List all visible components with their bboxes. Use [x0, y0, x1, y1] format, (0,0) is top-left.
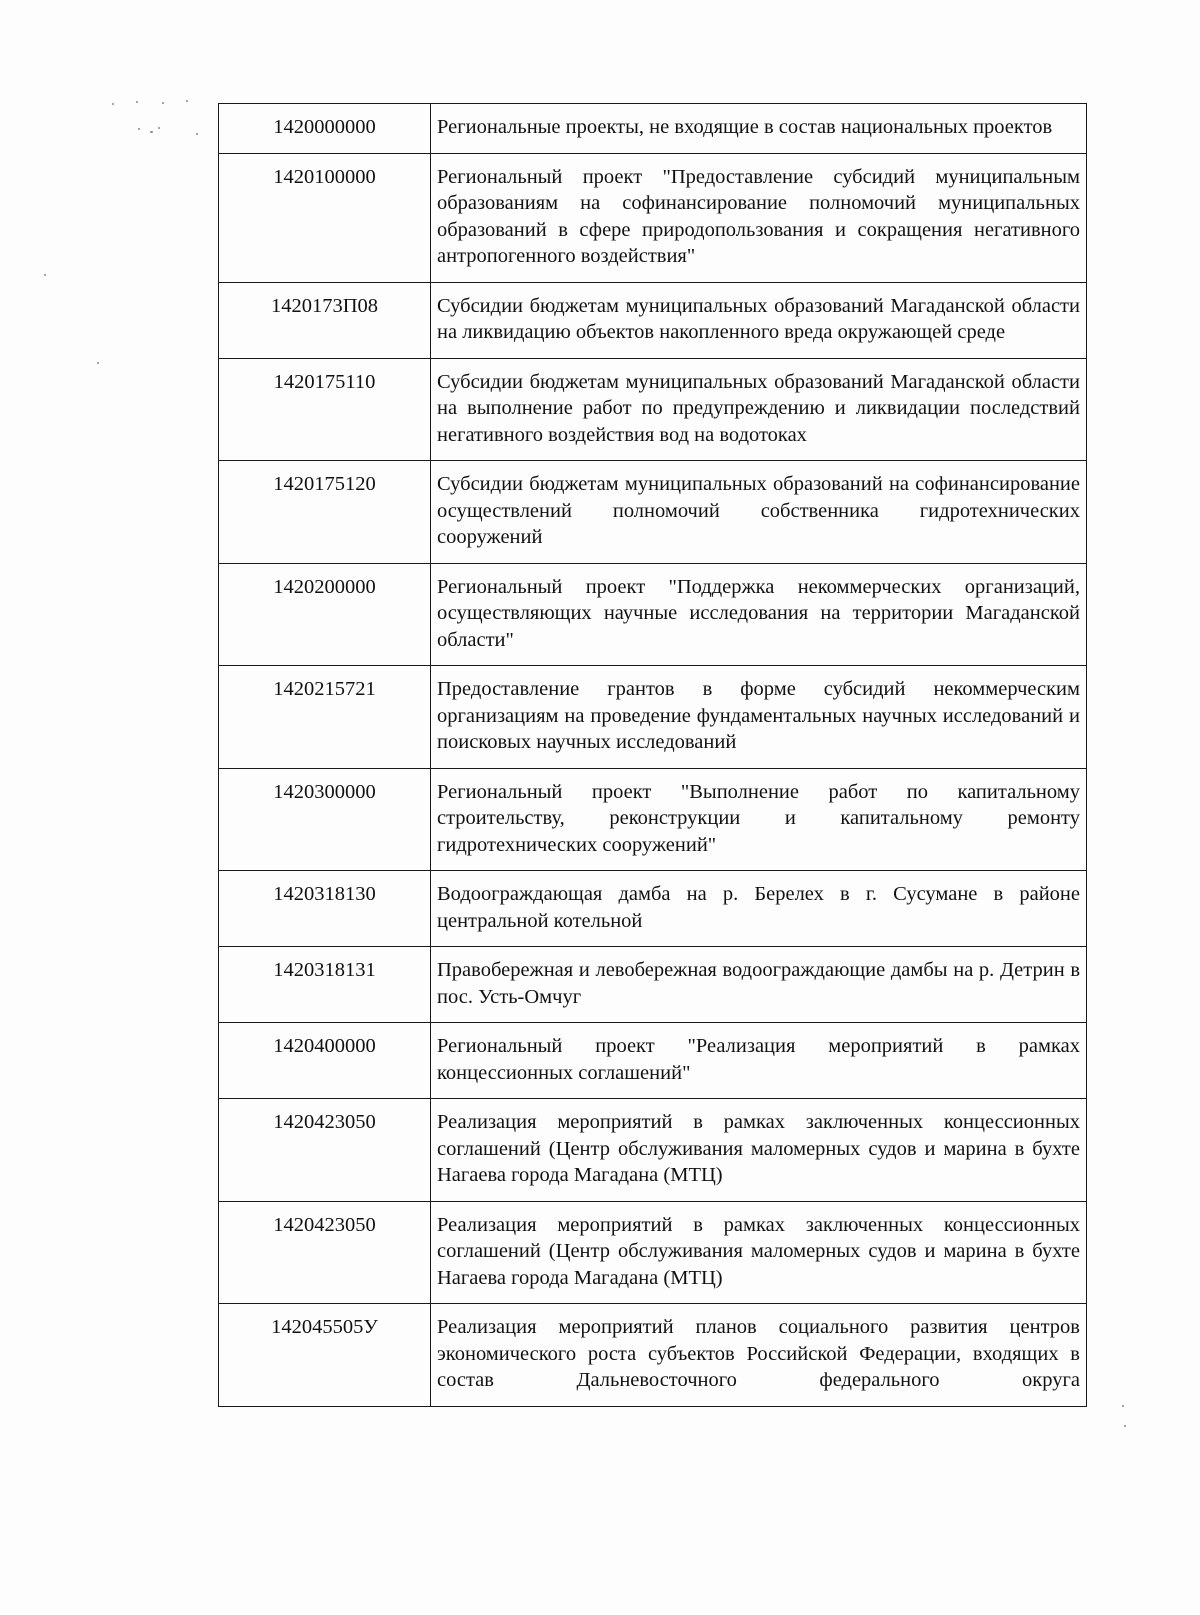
table-row: [219, 947, 1087, 1023]
scan-speck: [112, 103, 114, 105]
code-cell: 1420423050: [219, 1201, 431, 1304]
scan-speck: [1124, 1425, 1126, 1427]
code-cell: 1420318130: [219, 871, 431, 947]
table-body: [219, 104, 1087, 1407]
table-row: [219, 1304, 1087, 1407]
description-cell: Реализация мероприятий в рамках заключенных концессионных соглашений (Центр обслуживания маломерных судов и марина в бухте Нагаева города Магадана (МТЦ): [431, 1099, 1087, 1202]
scan-speck: [136, 101, 138, 103]
description-cell: Региональный проект "Выполнение работ по капитальному строительству, реконструкции и капитальному ремонту гидротехнических сооружений": [431, 768, 1087, 871]
description-cell: Региональный проект "Реализация мероприятий в рамках концессионных соглашений": [431, 1023, 1087, 1099]
scan-speck: [138, 128, 140, 130]
scan-speck: [150, 131, 153, 133]
table-row: [219, 461, 1087, 564]
scan-speck: [158, 127, 160, 129]
code-cell: 1420400000: [219, 1023, 431, 1099]
table-row: [219, 1099, 1087, 1202]
table-row: [219, 282, 1087, 358]
code-cell: 1420175110: [219, 358, 431, 461]
description-cell: Региональные проекты, не входящие в состав национальных проектов: [431, 104, 1087, 154]
table-row: [219, 1201, 1087, 1304]
table-row: [219, 666, 1087, 769]
code-cell: 1420000000: [219, 104, 431, 154]
table-row: [219, 1023, 1087, 1099]
code-cell: 1420423050: [219, 1099, 431, 1202]
description-cell: Субсидии бюджетам муниципальных образований Магаданской области на выполнение работ по предупреждению и ликвидации последствий негативного воздействия вод на водотоках: [431, 358, 1087, 461]
table-row: [219, 358, 1087, 461]
scan-speck: [162, 102, 164, 104]
scan-speck: [1122, 1405, 1124, 1407]
description-cell: Предоставление грантов в форме субсидий некоммерческим организациям на проведение фундаментальных научных исследований и поисковых научных исследований: [431, 666, 1087, 769]
code-cell: 1420100000: [219, 153, 431, 282]
budget-codes-table: [218, 103, 1087, 1407]
code-cell: 1420173П08: [219, 282, 431, 358]
code-cell: 1420300000: [219, 768, 431, 871]
description-cell: Реализация мероприятий в рамках заключенных концессионных соглашений (Центр обслуживания маломерных судов и марина в бухте Нагаева города Магадана (МТЦ): [431, 1201, 1087, 1304]
description-cell: Водоограждающая дамба на р. Берелех в г. Сусумане в районе центральной котельной: [431, 871, 1087, 947]
scan-speck: [196, 133, 198, 135]
code-cell: 1420215721: [219, 666, 431, 769]
description-cell: Субсидии бюджетам муниципальных образований Магаданской области на ликвидацию объектов накопленного вреда окружающей среде: [431, 282, 1087, 358]
description-cell: Субсидии бюджетам муниципальных образований на софинансирование осуществлений полномочий собственника гидротехнических сооружений: [431, 461, 1087, 564]
description-cell: Правобережная и левобережная водоограждающие дамбы на р. Детрин в пос. Усть-Омчуг: [431, 947, 1087, 1023]
code-cell: 1420175120: [219, 461, 431, 564]
table-row: [219, 153, 1087, 282]
table-row: [219, 563, 1087, 666]
code-cell: 142045505У: [219, 1304, 431, 1407]
scan-speck: [186, 100, 188, 102]
description-cell: Региональный проект "Предоставление субсидий муниципальным образованиям на софинансирование полномочий муниципальных образований в сфере природопользования и сокращения негативного антропогенного воздействия": [431, 153, 1087, 282]
table-row: [219, 871, 1087, 947]
scan-speck: [97, 362, 99, 364]
table-row: [219, 768, 1087, 871]
code-cell: 1420318131: [219, 947, 431, 1023]
table-row: [219, 104, 1087, 154]
description-cell: Региональный проект "Поддержка некоммерческих организаций, осуществляющих научные исследования на территории Магаданской области": [431, 563, 1087, 666]
description-cell: Реализация мероприятий планов социального развития центров экономического роста субъектов Российской Федерации, входящих в состав Дальневосточного федерального округа: [431, 1304, 1087, 1407]
scan-speck: [44, 274, 46, 276]
code-cell: 1420200000: [219, 563, 431, 666]
